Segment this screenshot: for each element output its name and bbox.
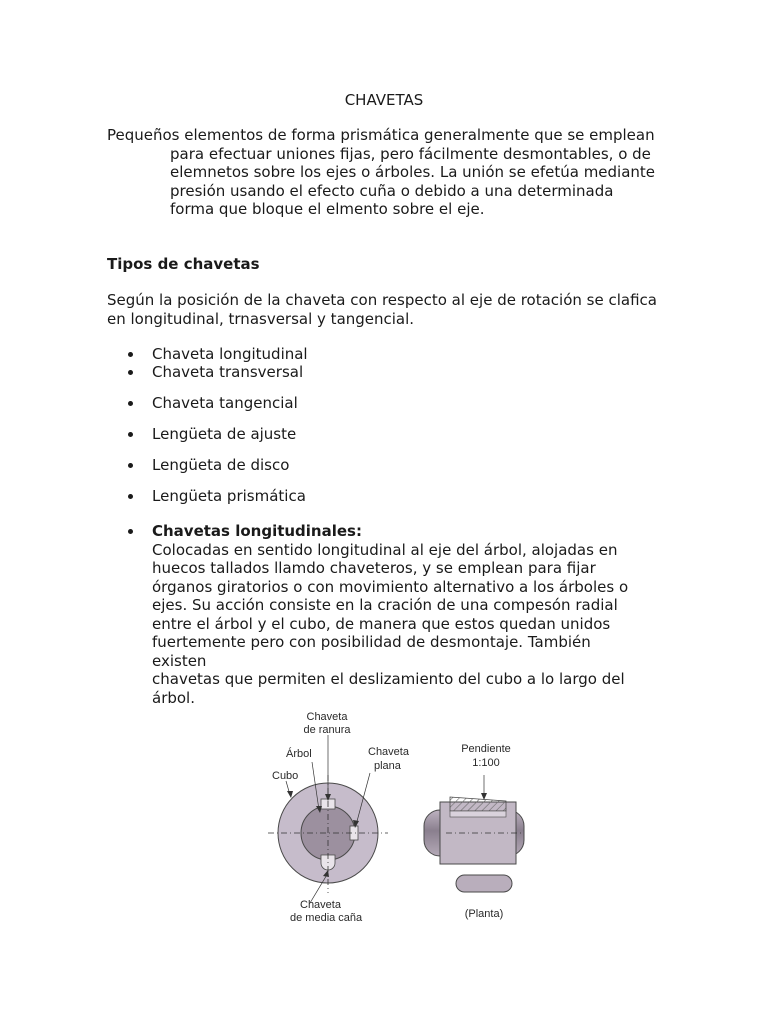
list-item [128, 363, 303, 382]
longitudinal-line: árbol. [152, 688, 195, 707]
bullet-icon [128, 432, 133, 437]
list-item [128, 345, 308, 364]
label-media-cana: de media caña [290, 912, 363, 924]
classification-line: en longitudinal, trnasversal y tangencial. [107, 309, 415, 328]
longitudinal-line: fuertemente pero con posibilidad de desmontaje. También existen [152, 633, 591, 670]
side-view [424, 775, 524, 892]
intro-line: forma que bloque el elmento sobre el eje. [170, 200, 485, 218]
longitudinal-text [152, 522, 648, 707]
bullet-icon [128, 529, 133, 534]
intro-paragraph [107, 126, 667, 219]
intro-line: para efectuar uniones fijas, pero fácilmente desmontables, o de [170, 144, 651, 163]
plan-view-key [456, 875, 512, 892]
label-chaveta-plana: plana [374, 760, 401, 772]
list-item-label: Chaveta transversal [152, 363, 304, 381]
label-pendiente-ratio: 1:100 [472, 757, 500, 769]
list-item [128, 425, 296, 444]
label-planta: (Planta) [464, 908, 504, 920]
bullet-icon [128, 494, 133, 499]
bullet-icon [128, 463, 133, 468]
longitudinal-item [128, 522, 648, 707]
label-media-cana: Chaveta [300, 899, 341, 911]
list-item-label: Chaveta tangencial [152, 394, 298, 412]
label-chaveta-ranura: de ranura [303, 724, 351, 736]
classification-paragraph [107, 291, 667, 328]
list-item-label: Lengüeta de ajuste [152, 425, 297, 443]
list-item-label: Lengüeta de disco [152, 456, 290, 474]
list-item [128, 487, 306, 506]
bullet-icon [128, 401, 133, 406]
bullet-icon [128, 352, 133, 357]
list-item [128, 456, 289, 475]
longitudinal-line: órganos giratorios o con movimiento alternativo a los árboles o [152, 577, 629, 596]
label-pendiente: Pendiente [461, 743, 511, 755]
document-title: CHAVETAS [344, 91, 424, 109]
longitudinal-line: Colocadas en sentido longitudinal al eje del árbol, alojadas en [152, 540, 618, 559]
longitudinal-line: huecos tallados llamdo chaveteros, y se emplean para fijar [152, 559, 596, 577]
longitudinal-line: ejes. Su acción consiste en la cración de una compesón radial [152, 596, 618, 614]
label-chaveta-plana: Chaveta [368, 746, 409, 758]
intro-line: presión usando el efecto cuña o debido a una determinada [170, 181, 614, 200]
longitudinal-heading: Chavetas longitudinales: [152, 522, 362, 540]
label-chaveta-ranura: Chaveta [306, 711, 348, 723]
intro-line: elemnetos sobre los ejes o árboles. La unión se efetúa mediante [170, 163, 656, 181]
label-cubo: Cubo [272, 770, 299, 782]
classification-line: Según la posición de la chaveta con respecto al eje de rotación se clafica [107, 291, 657, 309]
longitudinal-line: chavetas que permiten el deslizamiento del cubo a lo largo del [152, 670, 625, 688]
tapered-key [450, 797, 506, 811]
cross-section [268, 735, 388, 903]
longitudinal-line: entre el árbol y el cubo, de manera que estos quedan unidos [152, 614, 611, 633]
list-item-label: Lengüeta prismática [152, 487, 306, 505]
intro-line: Pequeños elementos de forma prismática generalmente que se emplean [107, 126, 655, 144]
section-heading: Tipos de chavetas [107, 255, 260, 273]
bullet-icon [128, 370, 133, 375]
list-item [128, 394, 298, 413]
keys-diagram [262, 705, 532, 927]
list-item-label: Chaveta longitudinal [152, 345, 308, 363]
label-arbol: Árbol [286, 748, 312, 760]
